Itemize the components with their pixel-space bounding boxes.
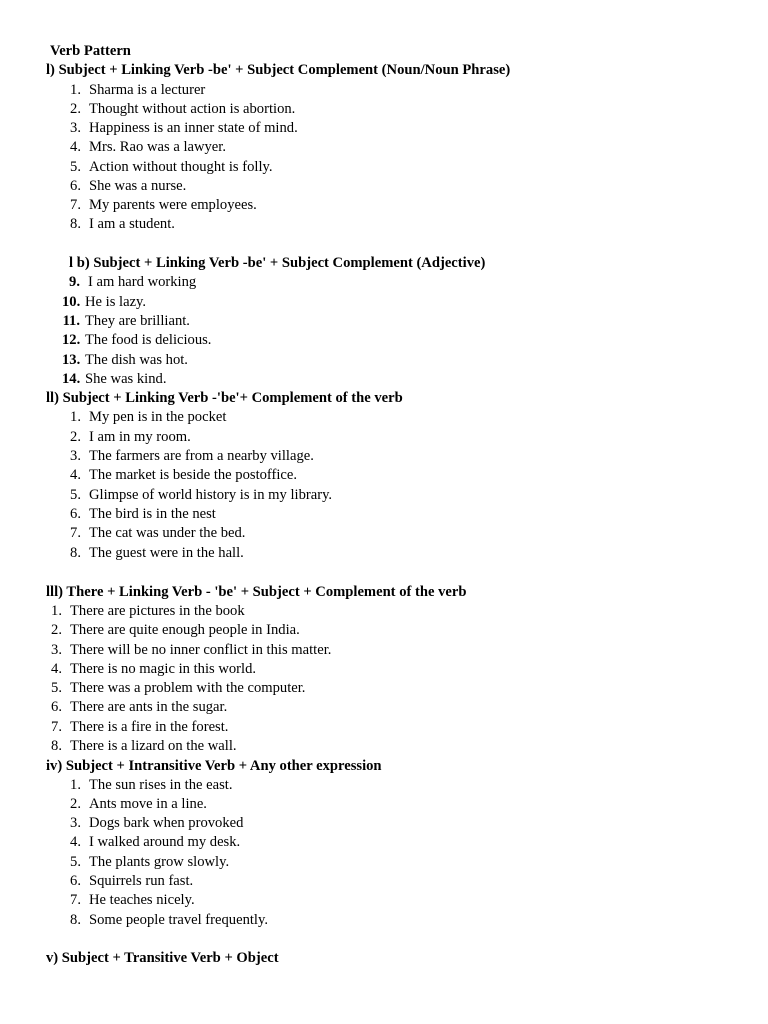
item-number: 13.	[62, 352, 81, 368]
item-number: 7.	[70, 197, 81, 213]
item-text: There will be no inner conflict in this matter.	[70, 642, 332, 658]
section-heading: iv) Subject + Intransitive Verb + Any other expression	[46, 758, 382, 774]
item-text: Sharma is a lecturer	[89, 82, 206, 98]
item-text: The sun rises in the east.	[89, 777, 233, 793]
list-item	[47, 737, 237, 756]
list-item	[66, 486, 332, 505]
list-item	[47, 621, 300, 640]
item-number: 4.	[70, 139, 81, 155]
list-item	[66, 891, 195, 910]
list-item	[66, 81, 205, 100]
list-item	[66, 505, 216, 524]
list-item	[66, 853, 229, 872]
item-text: The market is beside the postoffice.	[89, 467, 298, 483]
item-text: My parents were employees.	[89, 197, 257, 213]
item-number: 2.	[70, 796, 81, 812]
list-item	[66, 911, 268, 930]
item-number: 12.	[62, 332, 81, 348]
item-text: I am in my room.	[89, 429, 191, 445]
item-text: Ants move in a line.	[89, 796, 207, 812]
list-item	[66, 544, 244, 563]
item-number: 6.	[70, 506, 81, 522]
item-number: 6.	[70, 178, 81, 194]
item-text: Mrs. Rao was a lawyer.	[89, 139, 226, 155]
item-number: 5.	[70, 159, 81, 175]
item-number: 9.	[69, 274, 80, 290]
item-text: He is lazy.	[85, 294, 147, 310]
item-text: She was a nurse.	[89, 178, 187, 194]
list-item	[66, 100, 295, 119]
item-text: There are quite enough people in India.	[70, 622, 300, 638]
item-number: 7.	[70, 525, 81, 541]
item-number: 1.	[70, 777, 81, 793]
item-text: Happiness is an inner state of mind.	[89, 120, 298, 136]
item-text: The cat was under the bed.	[89, 525, 246, 541]
list-item	[66, 524, 245, 543]
section-heading: lll) There + Linking Verb - 'be' + Subject + Complement of the verb	[46, 584, 467, 600]
item-number: 1.	[70, 82, 81, 98]
item-number: 3.	[70, 815, 81, 831]
list-item	[66, 466, 297, 485]
item-number: 8.	[70, 545, 81, 561]
list-item	[62, 370, 166, 389]
list-item	[66, 196, 257, 215]
item-number: 14.	[62, 371, 81, 387]
list-item	[66, 119, 298, 138]
item-number: 2.	[51, 622, 62, 638]
item-text: I am a student.	[89, 216, 175, 232]
list-item	[66, 138, 226, 157]
item-text: Dogs bark when provoked	[89, 815, 244, 831]
list-item	[47, 660, 256, 679]
list-item	[47, 641, 331, 660]
item-text: The bird is in the nest	[89, 506, 216, 522]
item-number: 10.	[62, 294, 81, 310]
list-item	[66, 215, 175, 234]
list-item	[66, 814, 243, 833]
item-text: The food is delicious.	[85, 332, 212, 348]
section-heading: ll) Subject + Linking Verb -'be'+ Complement of the verb	[46, 390, 403, 406]
item-text: He teaches nicely.	[89, 892, 195, 908]
list-item	[47, 679, 305, 698]
list-item	[62, 293, 146, 312]
item-text: There is no magic in this world.	[70, 661, 257, 677]
item-number: 8.	[51, 738, 62, 754]
list-item	[62, 273, 196, 292]
item-text: Some people travel frequently.	[89, 912, 268, 928]
list-item	[47, 698, 227, 717]
list-item	[62, 331, 211, 350]
item-number: 4.	[70, 834, 81, 850]
item-text: There are pictures in the book	[70, 603, 245, 619]
list-item	[47, 718, 228, 737]
item-number: 1.	[51, 603, 62, 619]
section-heading: v) Subject + Transitive Verb + Object	[46, 950, 279, 966]
item-text: The plants grow slowly.	[89, 854, 230, 870]
item-number: 1.	[70, 409, 81, 425]
item-text: She was kind.	[85, 371, 167, 387]
list-item	[66, 158, 273, 177]
list-item	[47, 602, 245, 621]
item-number: 11.	[62, 313, 80, 329]
item-number: 8.	[70, 216, 81, 232]
item-number: 2.	[70, 429, 81, 445]
item-number: 5.	[51, 680, 62, 696]
item-number: 5.	[70, 854, 81, 870]
item-text: They are brilliant.	[85, 313, 190, 329]
item-text: Thought without action is abortion.	[89, 101, 296, 117]
item-text: Action without thought is folly.	[89, 159, 273, 175]
item-number: 6.	[51, 699, 62, 715]
item-text: Glimpse of world history is in my library.	[89, 487, 333, 503]
item-text: My pen is in the pocket	[89, 409, 227, 425]
item-text: The guest were in the hall.	[89, 545, 244, 561]
page-title: Verb Pattern	[50, 43, 131, 59]
list-item	[62, 351, 188, 370]
item-number: 4.	[70, 467, 81, 483]
item-number: 7.	[51, 719, 62, 735]
section-heading: l) Subject + Linking Verb -be' + Subject Complement (Noun/Noun Phrase)	[46, 62, 511, 78]
list-item	[66, 447, 314, 466]
list-item	[66, 872, 193, 891]
item-number: 6.	[70, 873, 81, 889]
item-number: 3.	[70, 120, 81, 136]
item-number: 3.	[70, 448, 81, 464]
list-item	[66, 408, 226, 427]
item-number: 5.	[70, 487, 81, 503]
item-number: 3.	[51, 642, 62, 658]
item-text: I am hard working	[88, 274, 197, 290]
item-text: I walked around my desk.	[89, 834, 241, 850]
item-number: 8.	[70, 912, 81, 928]
list-item	[62, 312, 190, 331]
section-heading: l b) Subject + Linking Verb -be' + Subject Complement (Adjective)	[69, 255, 486, 271]
item-text: There is a fire in the forest.	[70, 719, 229, 735]
item-text: Squirrels run fast.	[89, 873, 194, 889]
item-text: The dish was hot.	[85, 352, 188, 368]
item-number: 7.	[70, 892, 81, 908]
item-number: 2.	[70, 101, 81, 117]
list-item	[66, 833, 240, 852]
list-item	[66, 177, 186, 196]
item-number: 4.	[51, 661, 62, 677]
list-item	[66, 428, 191, 447]
list-item	[66, 795, 207, 814]
item-text: There is a lizard on the wall.	[70, 738, 237, 754]
list-item	[66, 776, 232, 795]
item-text: The farmers are from a nearby village.	[89, 448, 314, 464]
item-text: There are ants in the sugar.	[70, 699, 228, 715]
item-text: There was a problem with the computer.	[70, 680, 306, 696]
